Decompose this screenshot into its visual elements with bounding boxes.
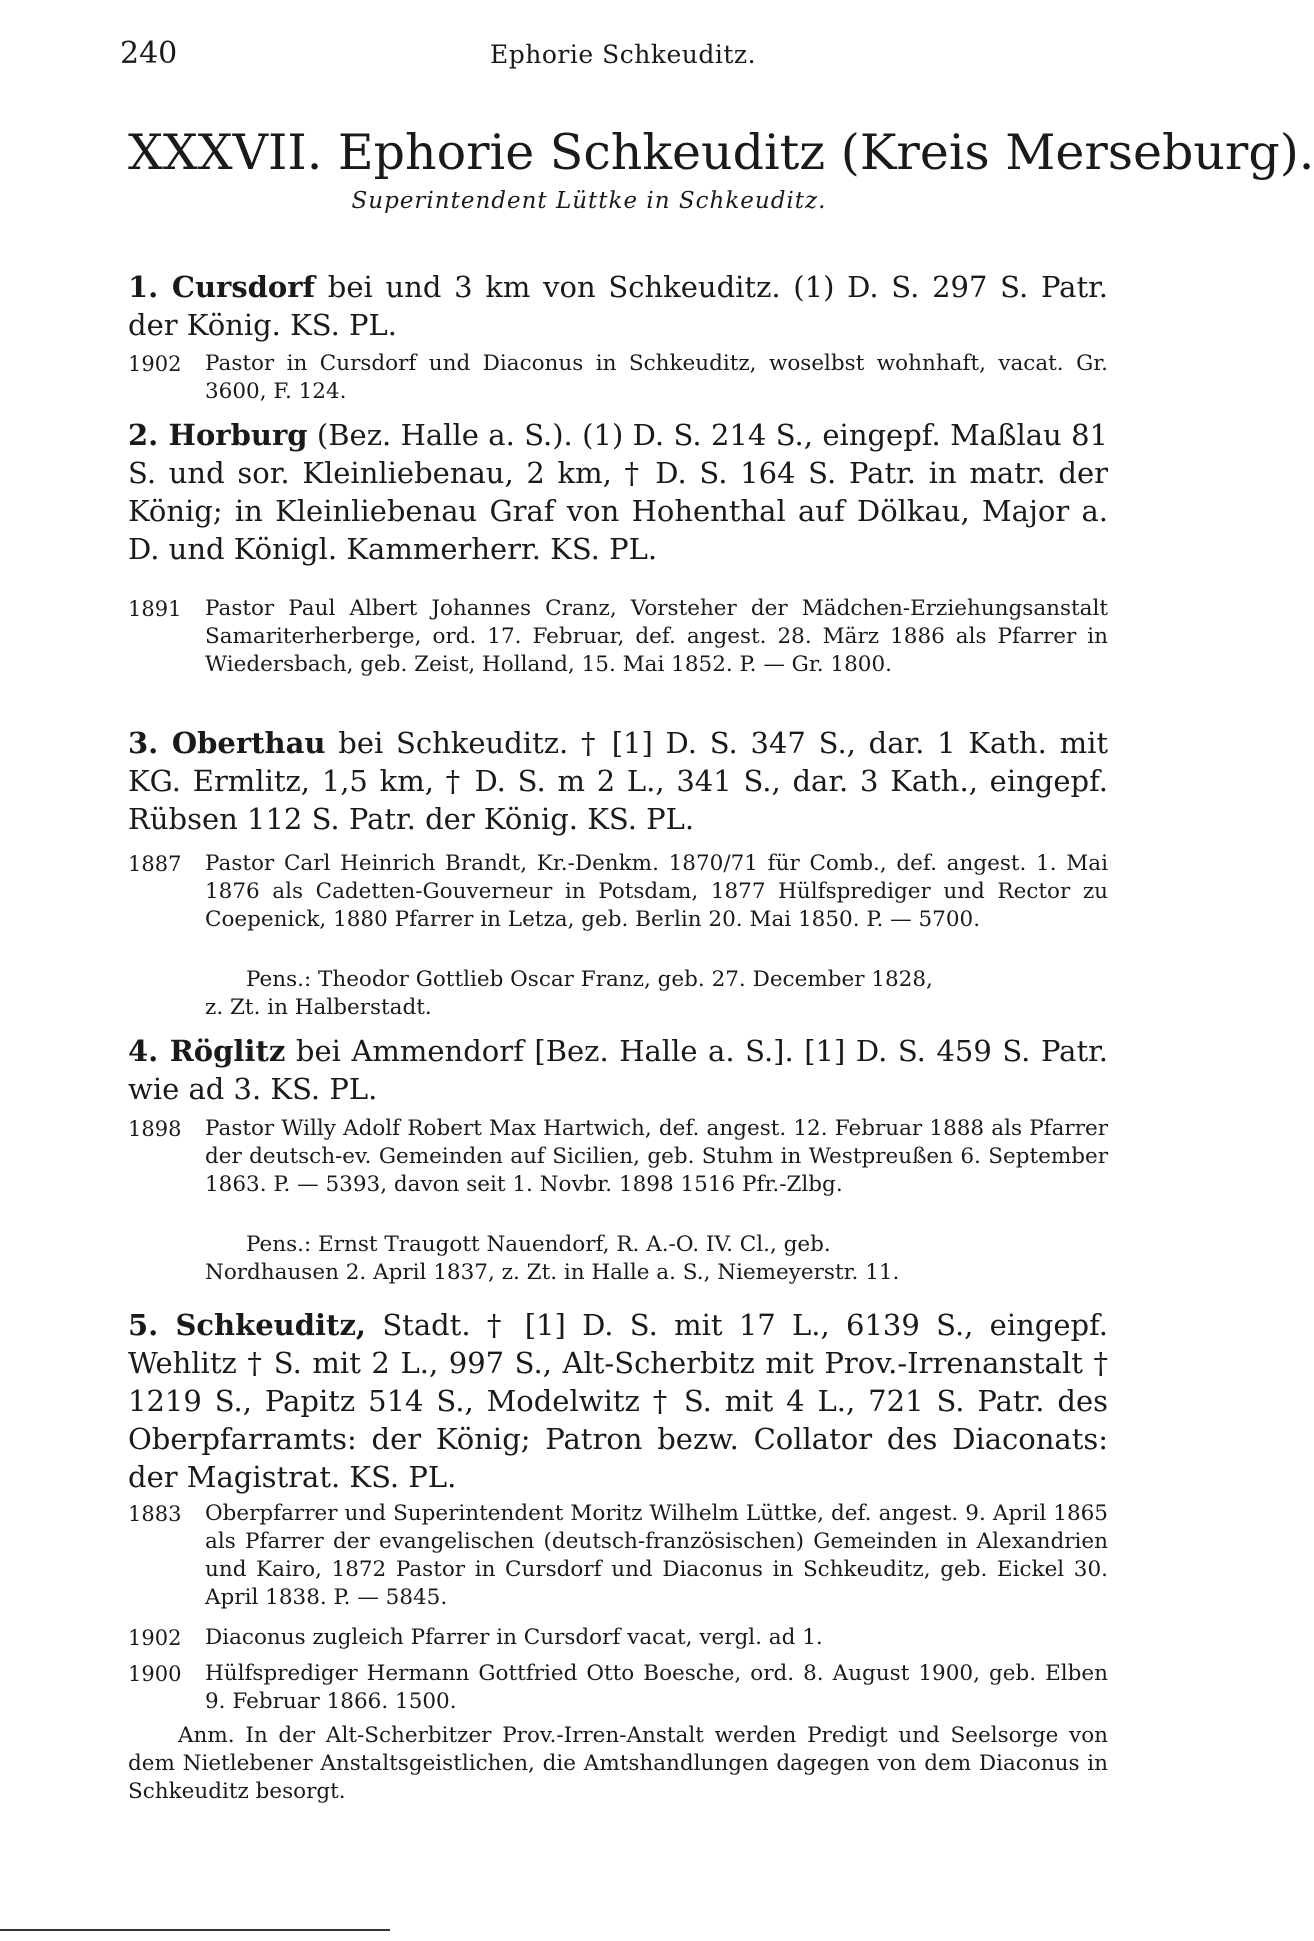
entry-heading: 4. Röglitz — [128, 1034, 286, 1068]
entry-horburg — [128, 416, 1108, 568]
pension-line-2: Nordhausen 2. April 1837, z. Zt. in Halle a. S., Niemeyerstr. 11. — [205, 1260, 900, 1285]
record-year: 1883 — [128, 1502, 182, 1526]
entry-text: bei und 3 km von Schkeuditz. (1) D. S. 297 S. Patr. der König. KS. PL. — [128, 270, 1108, 342]
record-year: 1900 — [128, 1662, 182, 1686]
record-schkeuditz-3 — [128, 1660, 1108, 1716]
pension-line-1: Pens.: Ernst Traugott Nauendorf, R. A.-O. IV. Cl., geb. — [246, 1232, 831, 1257]
record-roeglitz-1 — [128, 1115, 1108, 1199]
entry-oberthau — [128, 724, 1108, 838]
entry-heading: 5. Schkeuditz, — [128, 1308, 367, 1342]
entry-text: bei Schkeuditz. † [1] D. S. 347 S., dar. 1 Kath. mit KG. Ermlitz, 1,5 km, † D. S. m 2 L., 341 S., dar. 3 Kath., eingepf. Rübsen 112 S. Patr. der König. KS. PL. — [128, 726, 1108, 836]
record-year: 1898 — [128, 1117, 182, 1141]
record-year: 1902 — [128, 352, 182, 376]
record-cursdorf-1 — [128, 350, 1108, 406]
record-text: Pastor Paul Albert Johannes Cranz, Vorsteher der Mädchen-Erziehungsanstalt Samariterherberge, ord. 17. Februar, def. angest. 28. März 1886 als Pfarrer in Wiedersbach, geb. Zeist, Holland, 15. Mai 1852. P. — Gr. 1800. — [205, 596, 1108, 677]
entry-text: Stadt. † [1] D. S. mit 17 L., 6139 S., eingepf. Wehlitz † S. mit 2 L., 997 S., Alt-Scherbitz mit Prov.-Irrenanstalt † 1219 S., Papitz 514 S., Modelwitz † S. mit 4 L., 721 S. Patr. des Oberpfarramts: der König; Patron bezw. Collator des Diaconats: der Magistrat. KS. PL. — [128, 1308, 1108, 1494]
record-text: Diaconus zugleich Pfarrer in Cursdorf vacat, vergl. ad 1. — [205, 1625, 823, 1650]
page-number: 240 — [120, 36, 178, 71]
record-text: Pastor in Cursdorf und Diaconus in Schkeuditz, woselbst wohnhaft, vacat. Gr. 3600, F. 124. — [205, 351, 1108, 404]
entry-heading: 1. Cursdorf — [128, 270, 316, 304]
record-year: 1902 — [128, 1626, 182, 1650]
record-schkeuditz-1 — [128, 1500, 1108, 1612]
record-oberthau-1 — [128, 850, 1108, 934]
record-year: 1887 — [128, 852, 182, 876]
record-text: Oberpfarrer und Superintendent Moritz Wilhelm Lüttke, def. angest. 9. April 1865 als Pfarrer der evangelischen (deutsch-französischen) Gemeinden in Alexandrien und Kairo, 1872 Pastor in Cursdorf und Diaconus in Schkeuditz, geb. Eickel 30. April 1838. P. — 5845. — [205, 1501, 1108, 1610]
chapter-title: XXXVII. Ephorie Schkeuditz (Kreis Merseburg). — [128, 124, 1314, 181]
superintendent-line: Superintendent Lüttke in Schkeuditz. — [351, 188, 827, 214]
pension-roeglitz — [128, 1231, 1108, 1287]
entry-schkeuditz — [128, 1306, 1108, 1496]
footer-rule — [0, 1929, 390, 1931]
entry-roeglitz — [128, 1032, 1108, 1108]
entry-text: bei Ammendorf [Bez. Halle a. S.]. [1] D. S. 459 S. Patr. wie ad 3. KS. PL. — [128, 1034, 1108, 1106]
record-text: Pastor Carl Heinrich Brandt, Kr.-Denkm. 1870/71 für Comb., def. angest. 1. Mai 1876 als Cadetten-Gouverneur in Potsdam, 1877 Hülfsprediger und Rector zu Coepenick, 1880 Pfarrer in Letza, geb. Berlin 20. Mai 1850. P. — 5700. — [205, 851, 1108, 932]
running-title: Ephorie Schkeuditz. — [490, 40, 757, 69]
record-schkeuditz-2 — [128, 1624, 1108, 1652]
pension-oberthau — [128, 966, 1108, 1022]
pension-line-2: z. Zt. in Halberstadt. — [205, 995, 432, 1020]
entry-heading: 3. Oberthau — [128, 726, 326, 760]
entry-heading: 2. Horburg — [128, 418, 308, 452]
entry-cursdorf — [128, 268, 1108, 344]
entry-text: (Bez. Halle a. S.). (1) D. S. 214 S., eingepf. Maßlau 81 S. und sor. Kleinliebenau, 2 km, † D. S. 164 S. Patr. in matr. der König; in Kleinliebenau Graf von Hohenthal auf Dölkau, Major a. D. und Königl. Kammerherr. KS. PL. — [128, 418, 1109, 566]
record-horburg-1 — [128, 595, 1108, 679]
record-text: Hülfsprediger Hermann Gottfried Otto Boesche, ord. 8. August 1900, geb. Elben 9. Februar 1866. 1500. — [205, 1661, 1108, 1714]
pension-line-1: Pens.: Theodor Gottlieb Oscar Franz, geb. 27. December 1828, — [246, 967, 933, 992]
running-head — [120, 28, 1110, 78]
record-text: Pastor Willy Adolf Robert Max Hartwich, def. angest. 12. Februar 1888 als Pfarrer der deutsch-ev. Gemeinden auf Sicilien, geb. Stuhm in Westpreußen 6. September 1863. P. — 5393, davon seit 1. Novbr. 1898 1516 Pfr.-Zlbg. — [205, 1116, 1108, 1197]
record-year: 1891 — [128, 597, 182, 621]
footnote-annotation: Anm. In der Alt-Scherbitzer Prov.-Irren-Anstalt werden Predigt und Seelsorge von dem Nietlebener Anstaltsgeistlichen, die Amtshandlungen dagegen von dem Diaconus in Schkeuditz besorgt. — [128, 1723, 1108, 1804]
